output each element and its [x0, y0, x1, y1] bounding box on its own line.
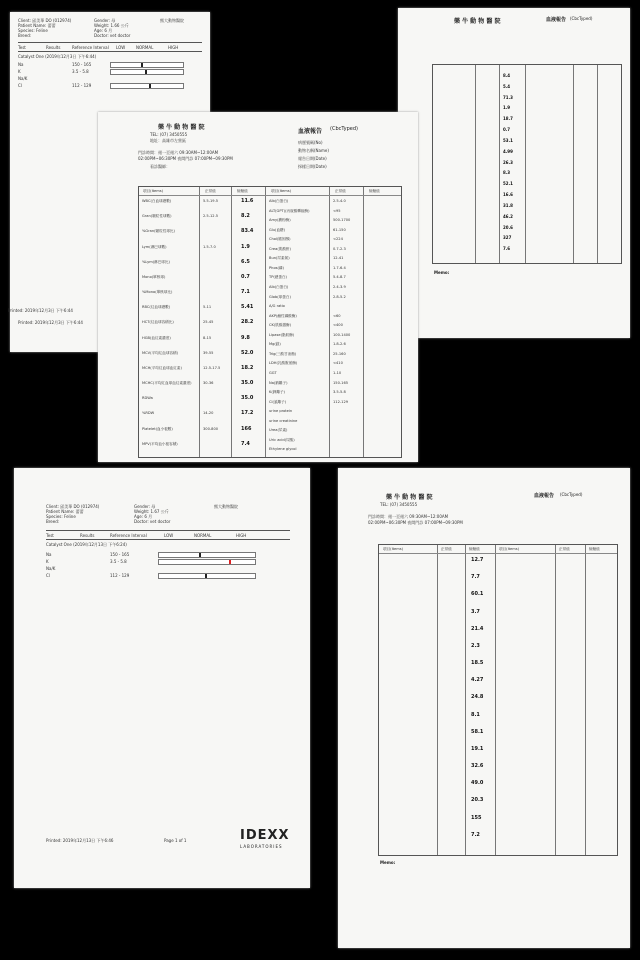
result-value: 31.8	[503, 202, 513, 208]
right-item-name: ALT(GPT)(丙胺酸轉胺酶)	[269, 208, 310, 213]
clinic-tel: TEL: (07) 3450555	[150, 132, 188, 137]
left-item-value: 52.0	[241, 349, 254, 356]
clinic-hours-1: 門診時間：週一至週六 09:30AM~12:00AM	[368, 514, 449, 519]
right-item-name: LDH(乳酸脫氫酶)	[269, 361, 298, 366]
left-item-value: 1.9	[241, 243, 250, 250]
right-item-ref: 2.4-3.9	[333, 285, 346, 289]
row-na: Na	[18, 62, 24, 67]
result-value: 20.6	[503, 224, 513, 230]
field-no: 病歷號碼(No)	[298, 140, 323, 145]
result-value: 24.8	[471, 694, 484, 701]
lab-report-topright	[398, 8, 630, 338]
right-item-name: Urea(尿素)	[269, 428, 288, 433]
right-item-name: Crea(肌酸酐)	[269, 246, 291, 251]
clinic-title: 樂 牛 動 物 醫 院	[386, 494, 433, 501]
right-item-name: CK(肌酸激酶)	[269, 323, 292, 328]
right-item-name: Mg(鎂)	[269, 342, 281, 347]
species: Species: Feline	[18, 28, 48, 33]
right-item-ref: 150-165	[333, 380, 349, 385]
result-value: 5.4	[503, 83, 511, 89]
clinic: 熊大動物醫院	[160, 18, 184, 23]
right-item-ref: 1.8-2.6	[333, 342, 346, 347]
right-item-name: TP(總蛋白)	[269, 275, 287, 280]
lab-report-bottomright	[338, 468, 630, 948]
left-item-name: MCV(平均紅血球容積)	[142, 350, 179, 355]
clinic-addr: 地址：高雄市左營區	[150, 138, 186, 143]
result-value: 4.27	[471, 677, 484, 684]
left-item-name: RBC(紅血球總數)	[142, 305, 171, 310]
right-item-name: AKP(鹼性磷酸酶)	[269, 313, 297, 318]
left-item-name: Platelet(血小板數)	[142, 426, 173, 431]
left-item-ref: 2.5-12.5	[203, 214, 219, 219]
col-test: Test	[18, 45, 26, 50]
left-item-name: %RDW	[142, 411, 155, 416]
result-value: 155	[471, 814, 482, 821]
right-item-ref: 61-150	[333, 227, 346, 232]
left-item-name: RDWa	[142, 396, 153, 401]
col-low: LOW	[116, 45, 126, 50]
right-item-ref: 2.5-4.0	[333, 199, 346, 203]
report-title: 血液報告	[546, 17, 567, 23]
left-item-ref: 1.5-7.0	[203, 244, 216, 249]
clinic-tel: TEL: (07) 3450555	[380, 502, 418, 507]
col-val-right: 檢驗值	[369, 189, 380, 193]
right-item-ref: 2.8-5.2	[333, 294, 346, 299]
col-normal: NORMAL	[136, 45, 154, 50]
breed: Breed:	[18, 33, 32, 38]
left-item-value: 8.2	[241, 213, 250, 220]
right-item-ref: 12-41	[333, 256, 344, 261]
left-item-name: Mono(單核球)	[142, 274, 166, 279]
right-item-name: Alb(白蛋白)	[269, 285, 289, 289]
result-value: 52.1	[503, 181, 513, 187]
weight: Weight: 1.66 公斤	[94, 23, 129, 28]
clinic-hours-2: 02:00PM~06:30PM 夜間門診 07:00PM~09:30PM	[138, 156, 233, 161]
result-value: 2.3	[471, 642, 480, 649]
right-item-ref: 100-1400	[333, 332, 351, 337]
right-item-name: GGT	[269, 371, 277, 375]
report-sub: (CbcTyped)	[570, 16, 593, 21]
report-title: 血液報告	[534, 493, 555, 499]
right-item-ref: <60	[333, 313, 341, 318]
left-item-ref: 39-55	[203, 350, 214, 355]
right-item-name: Bun(尿素氮)	[269, 256, 290, 261]
result-value: 60.1	[471, 591, 484, 598]
left-item-name: Gran(顆粒性球數)	[142, 214, 172, 219]
patient: Patient Name: 蕾蕾	[18, 23, 56, 28]
results-table	[138, 186, 402, 458]
left-item-value: 6.5	[241, 258, 250, 265]
right-item-name: Na(鈉離子)	[269, 380, 288, 385]
left-item-name: %Mono(單核球比)	[142, 290, 173, 295]
left-item-name: MPV(平均血小板容積)	[142, 441, 178, 446]
printed-date: Printed: 2019年12月13日 下午6:46	[46, 838, 114, 843]
result-value: 46.2	[503, 213, 513, 219]
result-value: 7.7	[471, 574, 480, 581]
right-item-name: Glu(血糖)	[269, 227, 286, 232]
left-item-value: 17.2	[241, 410, 254, 417]
col-results: Results	[46, 45, 61, 50]
right-item-ref: <95	[333, 208, 341, 213]
printed-date: Printed: 2019年12月3日 下午6:44	[8, 308, 73, 313]
col-ref-left: 正常值	[205, 189, 216, 193]
left-item-value: 7.4	[241, 440, 250, 447]
page-number: Page 1 of 1	[164, 838, 187, 843]
range-bar-k	[110, 69, 184, 75]
clinic-title: 樂 牛 動 物 醫 院	[454, 18, 501, 25]
client: Client: 邱美華 DO (012974)	[18, 18, 72, 23]
age: Age: 6 月	[94, 28, 113, 33]
right-item-ref: 0.7-2.3	[333, 246, 346, 251]
range-bar-cl	[158, 573, 256, 579]
result-value: 16.6	[503, 192, 513, 198]
col-items-right: 項目(Items)	[271, 189, 292, 193]
right-item-ref: <410	[333, 361, 343, 366]
report-title: 血液報告	[298, 128, 323, 135]
right-item-name: Trig(三酸甘油酯)	[269, 351, 297, 356]
right-item-name: Chol(膽固醇)	[269, 237, 291, 242]
right-item-name: Phos(磷)	[269, 265, 284, 270]
range-bar-na	[110, 62, 184, 68]
row-k: K	[18, 69, 21, 74]
right-item-ref: <400	[333, 323, 343, 328]
result-value: 7.2	[471, 831, 480, 838]
result-value: 71.3	[503, 94, 513, 100]
right-item-name: Uric acid(尿酸)	[269, 437, 295, 442]
clinic-hours-1: 門診時間：週一至週六 09:30AM~12:00AM	[138, 150, 219, 155]
result-value: 4.99	[503, 148, 513, 154]
result-value: 12.7	[471, 557, 484, 563]
idexx-logo-sub: LABORATORIES	[240, 844, 283, 849]
gender: Gender: 母	[94, 18, 116, 23]
left-item-value: 11.6	[241, 198, 254, 204]
field-sample-date: 採樣日期(Date)	[298, 164, 327, 169]
right-item-name: K(鉀離子)	[269, 390, 285, 395]
left-item-ref: 5.5-19.5	[203, 199, 219, 203]
left-item-value: 5.41	[241, 304, 254, 311]
range-bar-na	[158, 552, 256, 558]
left-item-ref: 30-36	[203, 381, 214, 386]
right-item-ref: 1.7-6.4	[333, 265, 346, 270]
left-item-value: 18.2	[241, 364, 254, 371]
left-item-value: 0.7	[241, 273, 250, 280]
right-item-name: Ethylene glycol	[269, 447, 297, 452]
result-value: 58.1	[471, 728, 484, 735]
result-value: 21.4	[471, 625, 484, 632]
left-item-value: 83.4	[241, 228, 254, 235]
right-item-name: urine protein	[269, 409, 293, 414]
clinic-title: 樂 牛 動 物 醫 院	[158, 124, 205, 131]
row-nak: Na/K	[18, 76, 28, 81]
left-item-value: 7.1	[241, 289, 250, 296]
left-item-name: HGB(血紅素濃度)	[142, 335, 171, 340]
field-name: 動物名稱(Name)	[298, 148, 329, 153]
left-item-ref: 25-45	[203, 320, 214, 325]
result-value: 8.4	[503, 73, 511, 78]
right-item-name: Cl(氯離子)	[269, 399, 287, 404]
left-item-name: WBC(白血球總數)	[142, 199, 172, 203]
right-item-name: Lipase(脂肪酶)	[269, 332, 295, 337]
left-item-value: 9.8	[241, 334, 250, 341]
left-item-ref: 14-20	[203, 411, 214, 416]
result-value: 49.0	[471, 780, 484, 787]
result-value: 8.1	[471, 711, 480, 718]
right-item-name: A/G ratio	[269, 304, 285, 309]
left-item-ref: 12.5-17.5	[203, 365, 221, 370]
doctor-label: 看診醫師：	[150, 164, 170, 169]
result-value: 0.7	[503, 127, 511, 133]
left-item-ref: 5-11	[203, 305, 212, 310]
col-items-left: 項目(Items)	[143, 189, 164, 193]
left-item-ref: 300-800	[203, 426, 219, 431]
right-item-ref: 500-1700	[333, 218, 351, 223]
result-value: 19.1	[471, 745, 484, 752]
idexx-report-bottom: Client: 邱美華 DO (012974) Patient Name: 蕾蕾 Species: Feline Breed: Gender: 母 Weight: 1.67 公斤 Age: 6 月 Doctor: vet doctor 熊大動物醫院 Test Results Reference Interval LOW NORMAL HIGH Catalyst One (2019年12月13日 下午6:24) Na 150 - 165 K 3.5 - 5.8 Na/K Cl 112 - 129 IDEXX LABORATORIES Printed: 2019年12月13日 下午6:46 Page 1 of 1	[14, 468, 310, 888]
run-title: Catalyst One (2019年12月3日 下午6:44)	[18, 54, 97, 59]
idexx-logo: IDEXX	[240, 828, 290, 843]
right-item-ref: 1-10	[333, 371, 342, 375]
left-item-value: 166	[241, 425, 252, 432]
idexx-report-top: Client: 邱美華 DO (012974) Patient Name: 蕾蕾 Species: Feline Breed: Gender: 母 Weight: 1.66 公斤 Age: 6 月 Doctor: vet doctor 熊大動物醫院 Test Results Reference Interval LOW NORMAL HIGH Catalyst One (2019年12月3日 下午6:44) Na 150 - 165 K 3.5 - 5.8 Na/K Cl 112 - 129 Printed: 2019年12月3日 下午6:44	[10, 12, 210, 352]
right-item-ref: 3.5-5.8	[333, 390, 346, 395]
right-item-name: Glob(球蛋白)	[269, 294, 291, 299]
right-item-ref: 25-160	[333, 351, 346, 356]
left-item-value: 35.0	[241, 395, 254, 402]
memo-label: Memo:	[380, 860, 396, 865]
results-table: 項目(Items) 正常值 檢驗值 項目(Items) 正常值 檢驗值 12.7 7.7 60.1 3.7 21.4 2.3 18.5 4.27 24.8 8.1 58.1 19.1 32.6 49.0 20.3 155 7.2	[378, 544, 618, 856]
report-sub: (CbcTyped)	[330, 126, 358, 132]
result-value: 32.6	[471, 763, 484, 770]
row-cl: Cl	[18, 83, 22, 88]
right-item-ref: <224	[333, 237, 343, 242]
left-item-value: 35.0	[241, 380, 254, 387]
printed-date: Printed: 2019年12月3日 下午6:44	[18, 320, 83, 325]
left-item-name: %Lym(淋巴球比)	[142, 259, 170, 264]
clinic-hours-2: 02:00PM~06:30PM 夜間門診 07:00PM~09:30PM	[368, 520, 463, 525]
left-item-name: MCH(平均紅血球血紅素)	[142, 365, 182, 370]
right-item-ref: 5.4-8.7	[333, 275, 346, 280]
report-sub: (CbcTyped)	[560, 492, 583, 497]
range-bar-cl	[110, 83, 184, 89]
field-date: 報告日期(Date)	[298, 156, 327, 161]
result-value: 26.3	[503, 159, 513, 165]
range-bar-k	[158, 559, 256, 565]
right-item-name: Amy(澱粉酶)	[269, 218, 291, 223]
result-value: 18.5	[471, 660, 484, 667]
right-item-name: urine creatinine	[269, 418, 298, 423]
left-item-name: MCHC(平均紅血球血紅素濃度)	[142, 381, 192, 386]
result-value: 20.3	[471, 797, 484, 804]
left-item-name: HCT(紅血球容積比)	[142, 320, 174, 325]
left-item-value: 28.2	[241, 319, 254, 326]
result-value: 1.9	[503, 105, 511, 111]
left-item-ref: 8-15	[203, 335, 212, 340]
result-value: 18.7	[503, 116, 513, 122]
left-item-name: %Gran(顆粒性球比)	[142, 229, 175, 234]
right-item-name: Alb(白蛋白)	[269, 199, 289, 203]
doctor: Doctor: vet doctor	[94, 33, 131, 38]
col-ref-right: 正常值	[335, 189, 346, 193]
left-item-name: Lym(淋巴球數)	[142, 244, 167, 249]
result-value: 3.7	[471, 608, 480, 615]
right-item-ref: 112-129	[333, 399, 349, 404]
col-high: HIGH	[168, 45, 179, 50]
memo-label: Memo:	[434, 270, 450, 275]
result-value: 7.6	[503, 246, 511, 252]
result-value: 327	[503, 235, 512, 241]
col-val-left: 檢驗值	[237, 189, 248, 193]
result-value: 53.1	[503, 137, 513, 143]
results-table	[432, 64, 622, 264]
col-ref: Reference Interval	[72, 45, 109, 50]
result-value: 8.3	[503, 170, 511, 176]
